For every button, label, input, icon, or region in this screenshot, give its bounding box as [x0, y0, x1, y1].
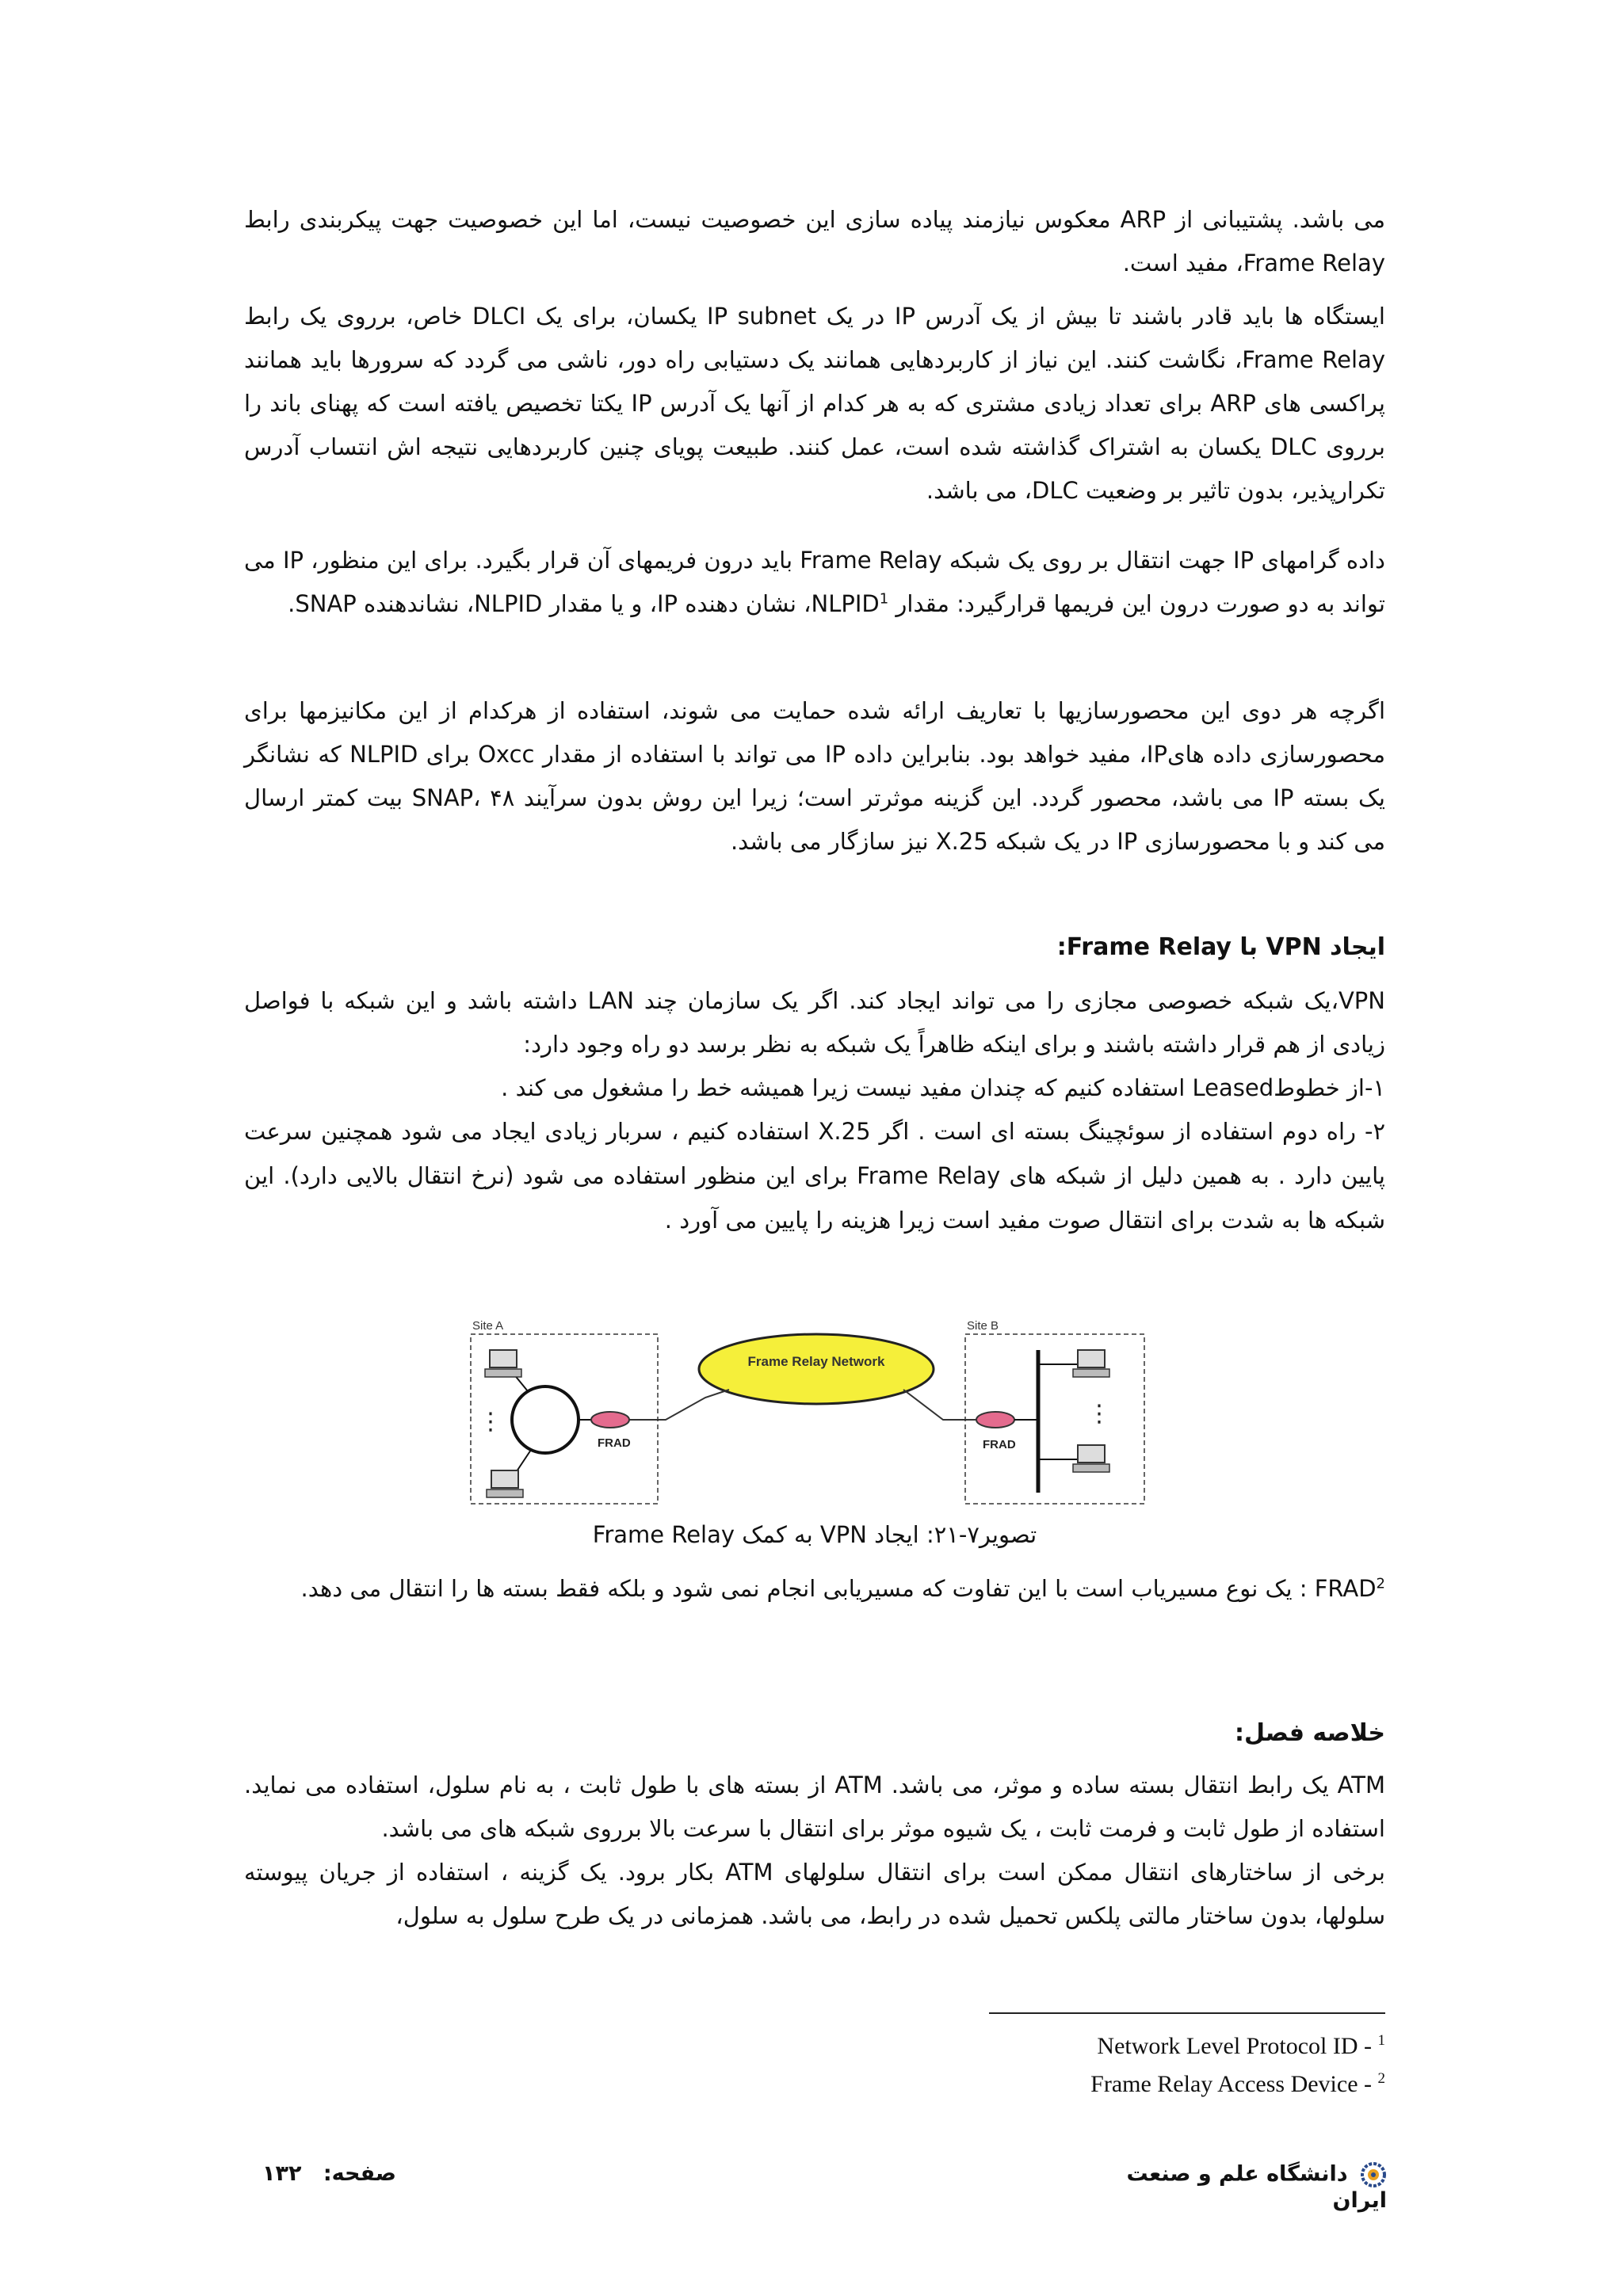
section-heading-vpn: ایجاد VPN با Frame Relay: — [1056, 933, 1385, 961]
link-left — [613, 1390, 729, 1420]
p3-text-a: داده گرامهای IP جهت انتقال بر روی یک شبکه Frame Relay باید درون فریمهای آن قرار بگیرد. برای این منظور، IP می تواند به دو صورت درون این فریمها قرارگیرد: مقدار NLPID — [244, 547, 1385, 617]
paragraph-encapsulation: اگرچه هر دوی این محصورسازیها با تعاریف ارائه شده حمایت می شوند، استفاده از هرکدام از این مکانیزمها برای محصورسازی داده هایIP، مفید خواهد بود. بنابراین داده IP می تواند با استفاده از مقدار Oxcc برای NLPID که نشانگر یک بسته IP می باشد، محصور گردد. این گزینه موثرتر است؛ زیرا این روش بدون سرآیند SNAP، ۴۸ بیت کمتر ارسال می کند و با محصورسازی IP در یک شبکه X.25 نیز سازگار می باشد. — [244, 697, 1385, 855]
paragraph-ip-subnet: ایستگاه ها باید قادر باشند تا بیش از یک آدرس IP در یک IP subnet یکسان، برای یک DLCI خاص، برروی یک رابط Frame Relay، نگاشت کنند. این نیاز از کاربردهایی همانند یک دستیابی راه دور، ناشی می گردد که سرورها باید همانند پراکسی های ARP برای تعداد زیادی مشتری که به هر کدام از آنها یک آدرس IP یکتا تخصیص یافته است که پهنای باند را برروی DLC یکسان به اشتراک گذاشته شده است، عمل کنند. طبیعت پویای چنین کاربردهایی نتیجه اش انتساب آدرس تکرارپذیر، بدون تاثیر بر وضعیت DLC، می باشد. — [244, 303, 1385, 504]
frame-relay-vpn-diagram — [468, 1318, 1149, 1508]
university-logo-icon — [1360, 2161, 1387, 2188]
computer-icon — [1073, 1445, 1109, 1472]
frad-term: FRAD — [1314, 1575, 1377, 1602]
section-heading-summary: خلاصه فصل: — [1234, 1719, 1385, 1747]
paragraph-vpn: VPN،یک شبکه خصوصی مجازی را می تواند ایجاد کند. اگر یک سازمان چند LAN داشته باشد و این شبکه با فواصل زیادی از هم قرار داشته باشند و برای اینکه ظاهراً یک شبکه به نظر برسد دو راه وجود دارد: — [244, 987, 1385, 1058]
footnote-1-number: 1 — [1377, 2032, 1385, 2049]
footnote-1 — [872, 2033, 1385, 2060]
footnote-2 — [872, 2071, 1385, 2098]
footnote-2-text: Frame Relay Access Device - — [1090, 2071, 1378, 2097]
computer-icon — [487, 1470, 523, 1497]
frad-label-left: FRAD — [598, 1436, 631, 1450]
paragraph-ip-datagrams — [244, 539, 1385, 626]
computer-icon — [485, 1350, 521, 1377]
cloud-label: Frame Relay Network — [747, 1354, 885, 1369]
ellipsis-dots-left: ⋮ — [479, 1408, 502, 1436]
footnote-ref-1: 1 — [879, 590, 889, 608]
paragraph-inverse-arp: می باشد. پشتیبانی از ARP معکوس نیازمند پیاده سازی این خصوصیت نیست، اما این خصوصیت جهت پیکربندی رابط Frame Relay، مفید است. — [244, 206, 1385, 277]
site-a-label: Site A — [472, 1319, 504, 1333]
router-icon — [976, 1412, 1014, 1428]
paragraph-frad-definition — [244, 1567, 1385, 1611]
list-item-packet-switching: ۲- راه دوم استفاده از سوئچینگ بسته ای است . اگر X.25 استفاده کنیم ، سربار زیادی ایجاد می شود همچنین سرعت پایین دارد . به همین دلیل از شبکه های Frame Relay برای این منظور استفاده می شود (نرخ انتقال بالایی دارد). این شبکه ها به شدت برای انتقال صوت مفید است زیرا هزینه را پایین می آورد . — [244, 1118, 1386, 1234]
frame-relay-network-cloud — [699, 1334, 934, 1404]
page-label: صفحه: — [323, 2161, 396, 2186]
footer-university — [1078, 2161, 1387, 2213]
university-name: دانشگاه علم و صنعت ایران — [1126, 2161, 1387, 2213]
computer-icon — [1073, 1350, 1109, 1377]
token-ring-icon — [512, 1386, 579, 1453]
footnote-separator — [989, 2012, 1385, 2014]
footer-page-number — [206, 2161, 396, 2186]
footnote-ref-2: 2 — [1376, 1575, 1385, 1592]
frad-label-right: FRAD — [983, 1438, 1016, 1451]
page-number: ۱۳۲ — [262, 2161, 302, 2186]
figure-caption: تصویر۷-۲۱: ایجاد VPN به کمک Frame Relay — [592, 1521, 1037, 1548]
ellipsis-dots-right: ⋮ — [1087, 1400, 1111, 1428]
footnote-1-text: Network Level Protocol ID - — [1097, 2033, 1378, 2059]
router-icon — [591, 1412, 629, 1428]
paragraph-atm-structures: برخی از ساختارهای انتقال ممکن است برای انتقال سلولهای ATM بکار برود. یک گزینه ، استفاده از جریان پیوسته سلولها، بدون ساختار مالتی پلکس تحمیل شده در رابط، می باشد. همزمانی در یک طرح سلول به سلول، — [244, 1859, 1385, 1929]
site-b-label: Site B — [967, 1319, 999, 1333]
p3-text-b: ، نشان دهنده IP، و یا مقدار NLPID، نشاندهنده SNAP. — [288, 590, 812, 617]
paragraph-atm-intro: ATM یک رابط انتقال بسته ساده و موثر، می باشد. ATM از بسته های با طول ثابت ، به نام سلول، استفاده می نماید. استفاده از طول ثابت و فرمت ثابت ، یک شیوه موثر برای انتقال با سرعت بالا برروی شبکه های می باشد. — [244, 1772, 1385, 1842]
footnote-2-number: 2 — [1377, 2070, 1385, 2087]
frad-definition-text: : یک نوع مسیریاب است با این تفاوت که مسیریابی انجام نمی شود و بلکه فقط بسته ها را انتقال می دهد. — [300, 1575, 1308, 1602]
list-item-leased: ۱-از خطوطLeased استفاده کنیم که چندان مفید نیست زیرا همیشه خط را مشغول می کند . — [501, 1074, 1385, 1101]
